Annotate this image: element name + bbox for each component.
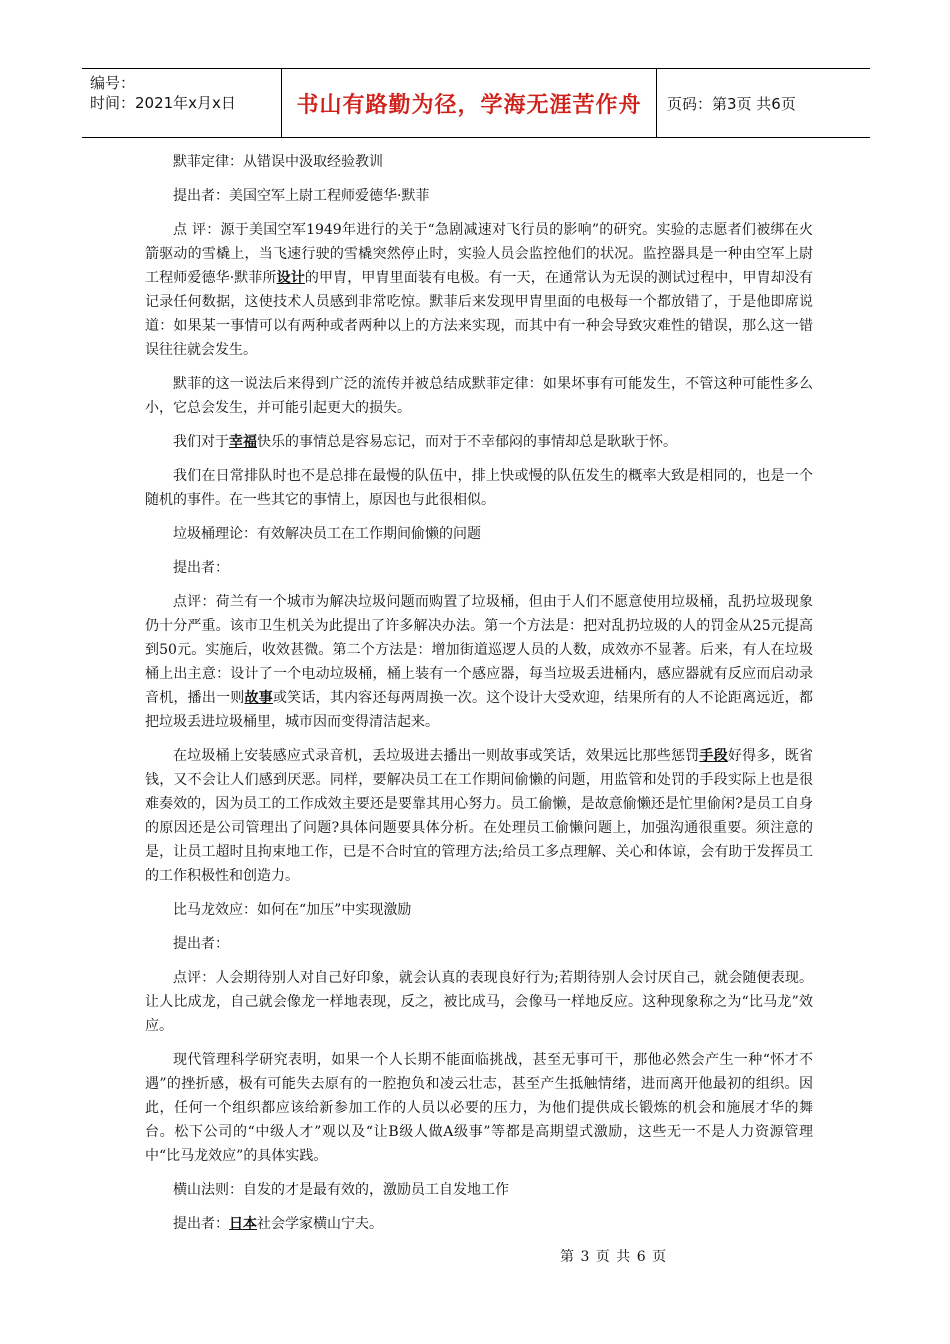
- paragraph: [145, 184, 813, 208]
- text-segment: 比马龙效应：如何在“加压”中实现激励: [173, 902, 412, 918]
- text-segment: 在垃圾桶上安装感应式录音机，丢垃圾进去播出一则故事或笑话，效果远比那些惩罚: [173, 748, 700, 764]
- paragraph: [145, 898, 813, 922]
- paragraph: [145, 522, 813, 546]
- paragraph: [145, 464, 813, 512]
- paragraph: [145, 150, 813, 174]
- document-number-label: 编号：: [90, 74, 136, 92]
- header-motto: 书山有路勤为径，学海无涯苦作舟: [282, 69, 657, 137]
- inline-link[interactable]: 设计: [276, 270, 305, 286]
- text-segment: 我们对于: [173, 434, 229, 450]
- header-meta: [82, 69, 282, 137]
- text-segment: 提出者：美国空军上尉工程师爱德华·默菲: [173, 188, 430, 204]
- inline-link[interactable]: 日本: [229, 1216, 257, 1232]
- paragraph: [145, 1178, 813, 1202]
- text-segment: 默菲的这一说法后来得到广泛的流传并被总结成默菲定律：如果坏事有可能发生，不管这种可能性多么小，它总会发生，并可能引起更大的损失。: [145, 376, 813, 416]
- text-segment: 点评：人会期待别人对自己好印象，就会认真的表现良好行为;若期待别人会讨厌自己，就会随便表现。让人比成龙，自己就会像龙一样地表现，反之，被比成马，会像马一样地反应。这种现象称之为“比马龙”效应。: [145, 970, 813, 1034]
- text-segment: 我们在日常排队时也不是总排在最慢的队伍中，排上快或慢的队伍发生的概率大致是相同的，也是一个随机的事件。在一些其它的事情上，原因也与此很相似。: [145, 468, 813, 508]
- text-segment: 默菲定律：从错误中汲取经验教训: [173, 154, 383, 170]
- header-table: [82, 68, 870, 138]
- text-segment: 提出者：: [173, 936, 229, 952]
- text-segment: 提出者：: [173, 560, 229, 576]
- paragraph: [145, 1048, 813, 1168]
- inline-link[interactable]: 手段: [699, 748, 728, 764]
- inline-link[interactable]: 幸福: [229, 434, 257, 450]
- text-segment: 提出者：: [173, 1216, 229, 1232]
- text-segment: 社会学家横山宁夫。: [257, 1216, 383, 1232]
- paragraph: [145, 1212, 813, 1236]
- text-segment: 垃圾桶理论：有效解决员工在工作期间偷懒的问题: [173, 526, 481, 542]
- paragraph: [145, 218, 813, 362]
- text-segment: 快乐的事情总是容易忘记，而对于不幸郁闷的事情却总是耿耿于怀。: [257, 434, 677, 450]
- paragraph: [145, 932, 813, 956]
- document-body: [145, 150, 813, 1246]
- paragraph: [145, 372, 813, 420]
- text-segment: 的甲胄，甲胄里面装有电极。有一天，在通常认为无误的测试过程中，甲胄却没有记录任何数据，这使技术人员感到非常吃惊。默菲后来发现甲胄里面的电极每一个都放错了，于是他即席说道：如果某一事情可以有两种或者两种以上的方法来实现，而其中有一种会导致灾难性的错误，那么这一错误往往就会发生。: [145, 270, 814, 358]
- paragraph: [145, 590, 813, 734]
- paragraph: [145, 966, 813, 1038]
- text-segment: 好得多，既省钱，又不会让人们感到厌恶。同样，要解决员工在工作期间偷懒的问题，用监管和处罚的手段实际上也是很难奏效的，因为员工的工作成效主要还是要靠其用心努力。员工偷懒，是故意偷懒还是忙里偷闲?是员工自身的原因还是公司管理出了问题?具体问题要具体分析。在处理员工偷懒问题上，加强沟通很重要。须注意的是，让员工超时且拘束地工作，已是不合时宜的管理方法;给员工多点理解、关心和体谅，会有助于发挥员工的工作积极性和创造力。: [145, 748, 814, 884]
- document-time-label: 时间：2021年x月x日: [90, 94, 236, 112]
- text-segment: 现代管理科学研究表明，如果一个人长期不能面临挑战，甚至无事可干，那他必然会产生一种“怀才不遇”的挫折感，极有可能失去原有的一腔抱负和凌云壮志，甚至产生抵触情绪，进而离开他最初的组织。因此，任何一个组织都应该给新参加工作的人员以必要的压力，为他们提供成长锻炼的机会和施展才华的舞台。松下公司的“中级人才”观以及“让B级人做A级事”等都是高期望式激励，这些无一不是人力资源管理中“比马龙效应”的具体实践。: [145, 1052, 813, 1164]
- text-segment: 点 评：源于美国空军1949年进行的关于“急剧减速对飞行员的影响”的研究。实验的志愿者们被绑在火箭驱动的雪橇上，当飞速行驶的雪橇突然停止时，实验人员会监控他们的状况。监控器具是一种由空军上尉工程师爱德华·默菲所: [145, 222, 813, 286]
- text-segment: 或笑话，其内容还每两周换一次。这个设计大受欢迎，结果所有的人不论距离远近，都把垃圾丢进垃圾桶里，城市因而变得清洁起来。: [145, 690, 814, 730]
- header-page-info: 页码：第3页 共6页: [667, 94, 796, 113]
- paragraph: [145, 744, 813, 888]
- text-segment: 点评：荷兰有一个城市为解决垃圾问题而购置了垃圾桶，但由于人们不愿意使用垃圾桶，乱扔垃圾现象仍十分严重。该市卫生机关为此提出了许多解决办法。第一个方法是：把对乱扔垃圾的人的罚金从25元提高到50元。实施后，收效甚微。第二个方法是：增加街道巡逻人员的人数，成效亦不显著。后来，有人在垃圾桶上出主意：设计了一个电动垃圾桶，桶上装有一个感应器，每当垃圾丢进桶内，感应器就有反应而启动录音机，播出一则: [145, 594, 813, 706]
- paragraph: [145, 556, 813, 580]
- paragraph: [145, 430, 813, 454]
- page-footer: 第 3 页 共 6 页: [560, 1249, 668, 1265]
- text-segment: 横山法则：自发的才是最有效的，激励员工自发地工作: [173, 1182, 509, 1198]
- inline-link[interactable]: 故事: [244, 690, 273, 706]
